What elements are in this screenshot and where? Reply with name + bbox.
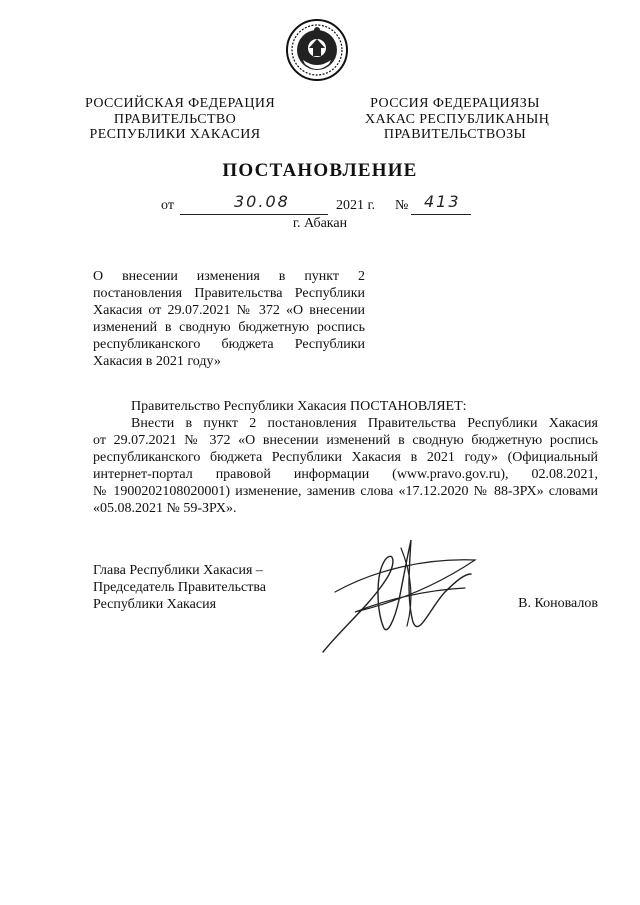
year-label: 2021 г.	[336, 198, 376, 213]
header-left-line: ПРАВИТЕЛЬСТВО	[113, 111, 237, 127]
body-line: интернет-портал правовой информации (www.pravo.gov.ru), 02.08.2021,	[93, 467, 598, 482]
subject-line: Хакасия от 29.07.2021 № 372 «О внесении	[93, 303, 365, 318]
from-label: от	[161, 198, 174, 213]
header-right-line: ХАКАС РЕСПУБЛИКАНЫҢ	[365, 111, 550, 127]
body-text	[93, 398, 598, 517]
body-line: № 1900202108020001) изменение, заменив слова «17.12.2020 № 88-ЗРХ» словами	[93, 484, 598, 499]
handwritten-number: 413	[424, 192, 461, 211]
header-left-line: РЕСПУБЛИКИ ХАКАСИЯ	[89, 127, 261, 142]
body-line: Внести в пункт 2 постановления Правительства Республики Хакасия	[131, 416, 598, 431]
body-line: от 29.07.2021 № 372 «О внесении изменений в сводную бюджетную роспись	[93, 433, 598, 448]
signatory-name: В. Коновалов	[518, 596, 598, 611]
city-label: г. Абакан	[292, 216, 348, 231]
signatory-position	[93, 562, 266, 613]
body-line: республиканского бюджета Республики Хакасия в 2021 году» (Официальный	[93, 450, 598, 465]
position-line: Республики Хакасия	[93, 597, 217, 612]
header-left	[85, 96, 276, 143]
header-right-line: ПРАВИТЕЛЬСТВОЗЫ	[383, 127, 527, 142]
handwritten-date: 30.08	[234, 192, 290, 211]
subject-line: постановления Правительства Республики	[93, 286, 365, 301]
position-line: Председатель Правительства	[93, 580, 266, 595]
number-label: №	[395, 198, 409, 213]
subject-line: изменений в сводную бюджетную роспись	[93, 320, 365, 335]
subject-block	[93, 268, 365, 370]
body-intro: Правительство Республики Хакасия ПОСТАНОВЛЯЕТ:	[131, 399, 467, 414]
coat-of-arms-icon	[285, 18, 349, 82]
subject-line: республиканского бюджета Республики	[93, 337, 365, 352]
position-line: Глава Республики Хакасия –	[93, 563, 263, 578]
header-right-line: РОССИЯ ФЕДЕРАЦИЯЗЫ	[370, 96, 540, 111]
handwritten-signature-icon	[315, 530, 485, 660]
body-line: «05.08.2021 № 59-ЗРХ».	[93, 501, 237, 516]
header-right	[365, 96, 550, 143]
subject-line: О внесении изменения в пункт 2	[93, 269, 365, 284]
document-title: ПОСТАНОВЛЕНИЕ	[222, 160, 418, 181]
header-left-line: РОССИЙСКАЯ ФЕДЕРАЦИЯ	[85, 96, 276, 111]
subject-line: Хакасия в 2021 году»	[93, 354, 221, 369]
